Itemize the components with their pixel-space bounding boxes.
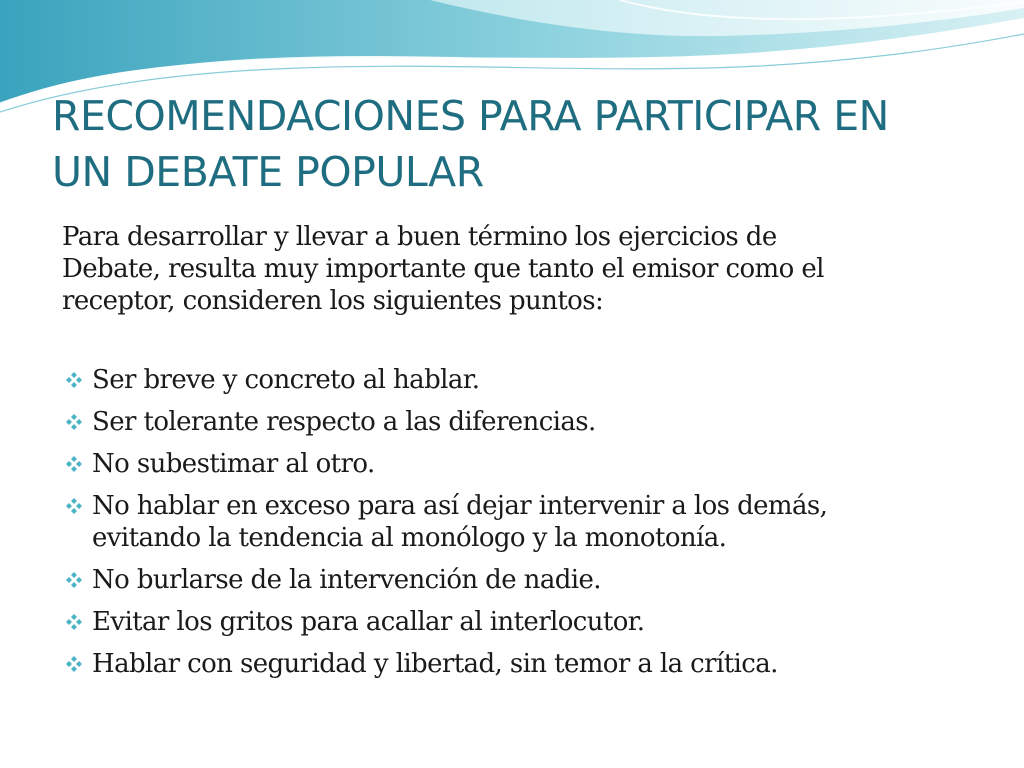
list-item-text: Hablar con seguridad y libertad, sin temor a la crítica. bbox=[92, 649, 778, 679]
list-item-text: No burlarse de la intervención de nadie. bbox=[92, 565, 601, 595]
slide-title-line: UN DEBATE POPULAR bbox=[52, 148, 484, 196]
list-item-text: Evitar los gritos para acallar al interlocutor. bbox=[92, 607, 645, 637]
list-item bbox=[62, 406, 1002, 438]
list-item bbox=[62, 564, 1002, 596]
list-item bbox=[62, 648, 1002, 680]
list-item-text: Ser breve y concreto al hablar. bbox=[92, 365, 480, 395]
intro-line: Debate, resulta muy importante que tanto el emisor como el bbox=[62, 254, 824, 284]
diamond-dots-icon bbox=[62, 655, 88, 673]
diamond-dots-icon bbox=[62, 613, 88, 631]
intro-line: Para desarrollar y llevar a buen término los ejercicios de bbox=[62, 222, 777, 252]
list-item-text: No subestimar al otro. bbox=[92, 449, 375, 479]
diamond-dots-icon bbox=[62, 371, 88, 389]
list-item-text: No hablar en exceso para así dejar intervenir a los demás, bbox=[92, 491, 828, 521]
list-item-text: evitando la tendencia al monólogo y la monotonía. bbox=[92, 523, 727, 553]
recommendations-list bbox=[62, 364, 1002, 690]
diamond-dots-icon bbox=[62, 571, 88, 589]
list-item bbox=[62, 606, 1002, 638]
list-item-text: Ser tolerante respecto a las diferencias. bbox=[92, 407, 596, 437]
diamond-dots-icon bbox=[62, 455, 88, 473]
list-item bbox=[62, 364, 1002, 396]
slide-title-line: RECOMENDACIONES PARA PARTICIPAR EN bbox=[52, 92, 889, 140]
intro-paragraph bbox=[62, 221, 1002, 317]
intro-line: receptor, consideren los siguientes puntos: bbox=[62, 286, 604, 316]
diamond-dots-icon bbox=[62, 413, 88, 431]
diamond-dots-icon bbox=[62, 497, 88, 515]
list-item bbox=[62, 490, 1002, 554]
slide-title bbox=[52, 88, 972, 200]
list-item bbox=[62, 448, 1002, 480]
